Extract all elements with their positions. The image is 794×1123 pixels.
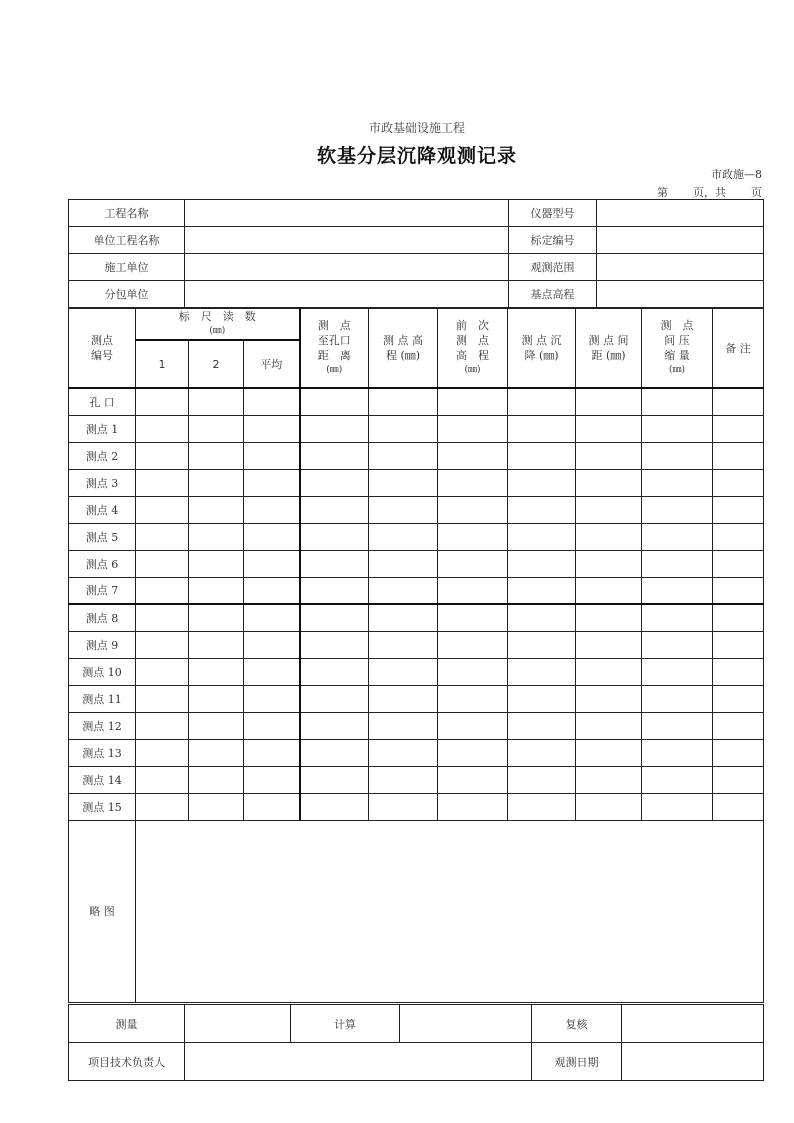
data-cell[interactable] xyxy=(576,739,642,766)
form-code: 市政施—8 xyxy=(711,168,762,181)
project-name-field[interactable] xyxy=(185,200,509,227)
data-cell[interactable] xyxy=(189,442,244,469)
table-row xyxy=(69,415,764,442)
col-reading-avg: 平均 xyxy=(244,340,300,388)
data-cell[interactable] xyxy=(438,712,508,739)
benchmark-field[interactable] xyxy=(597,281,764,308)
data-cell[interactable] xyxy=(136,388,189,415)
data-cell[interactable] xyxy=(713,685,764,712)
data-cell[interactable] xyxy=(244,739,300,766)
data-cell[interactable] xyxy=(189,793,244,820)
data-cell[interactable] xyxy=(189,685,244,712)
data-cell[interactable] xyxy=(300,766,369,793)
data-cell[interactable] xyxy=(576,658,642,685)
data-cell[interactable] xyxy=(369,658,438,685)
data-cell[interactable] xyxy=(300,793,369,820)
data-cell[interactable] xyxy=(369,793,438,820)
data-cell[interactable] xyxy=(136,415,189,442)
calibration-label: 标定编号 xyxy=(509,227,597,254)
data-cell[interactable] xyxy=(438,577,508,604)
data-cell[interactable] xyxy=(642,631,713,658)
data-cell[interactable] xyxy=(438,496,508,523)
data-cell[interactable] xyxy=(576,496,642,523)
data-cell[interactable] xyxy=(244,793,300,820)
data-cell[interactable] xyxy=(300,577,369,604)
data-cell[interactable] xyxy=(438,739,508,766)
data-cell[interactable] xyxy=(189,415,244,442)
data-cell[interactable] xyxy=(508,766,576,793)
col-spacing-line2: 距 (㎜) xyxy=(591,349,626,362)
table-row xyxy=(69,577,764,604)
data-cell[interactable] xyxy=(576,685,642,712)
data-cell[interactable] xyxy=(189,658,244,685)
page-info xyxy=(657,184,762,200)
data-cell[interactable] xyxy=(189,523,244,550)
measure-label: 测量 xyxy=(69,1005,185,1043)
data-cell[interactable] xyxy=(244,442,300,469)
data-cell[interactable] xyxy=(300,658,369,685)
row-label: 测点 6 xyxy=(69,550,136,577)
data-cell[interactable] xyxy=(508,550,576,577)
data-cell[interactable] xyxy=(136,496,189,523)
data-cell[interactable] xyxy=(713,469,764,496)
data-cell[interactable] xyxy=(189,712,244,739)
data-cell[interactable] xyxy=(300,496,369,523)
data-cell[interactable] xyxy=(438,523,508,550)
row-label: 测点 1 xyxy=(69,415,136,442)
review-label: 复核 xyxy=(532,1005,622,1043)
info-table xyxy=(68,199,764,308)
data-cell[interactable] xyxy=(508,523,576,550)
data-cell[interactable] xyxy=(300,415,369,442)
data-cell[interactable] xyxy=(508,577,576,604)
form-subtitle: 市政基础设施工程 xyxy=(368,121,465,135)
data-cell[interactable] xyxy=(642,442,713,469)
data-cell[interactable] xyxy=(369,685,438,712)
data-cell[interactable] xyxy=(713,550,764,577)
data-cell[interactable] xyxy=(244,604,300,631)
data-cell[interactable] xyxy=(713,739,764,766)
data-cell[interactable] xyxy=(713,631,764,658)
data-cell[interactable] xyxy=(300,604,369,631)
col-reading-2: 2 xyxy=(189,340,244,388)
data-cell[interactable] xyxy=(300,631,369,658)
contractor-label: 施工单位 xyxy=(69,254,185,281)
row-label: 测点 5 xyxy=(69,523,136,550)
data-cell[interactable] xyxy=(576,793,642,820)
data-cell[interactable] xyxy=(369,442,438,469)
unit-project-label: 单位工程名称 xyxy=(69,227,185,254)
col-reading-unit: (㎜) xyxy=(209,326,226,336)
col-distance-line3: 距 离 xyxy=(317,349,351,362)
data-cell[interactable] xyxy=(642,739,713,766)
observation-rows xyxy=(69,388,764,820)
col-point-no-line1: 测点 xyxy=(91,334,113,347)
data-cell[interactable] xyxy=(576,442,642,469)
form-title: 软基分层沉降观测记录 xyxy=(316,145,517,167)
page-suffix: 页 xyxy=(751,186,762,199)
data-cell[interactable] xyxy=(136,604,189,631)
col-settlement-line1: 测 点 沉 xyxy=(521,334,562,347)
data-cell[interactable] xyxy=(642,415,713,442)
col-reading-title: 标 尺 读 数 xyxy=(178,310,256,323)
data-cell[interactable] xyxy=(713,388,764,415)
data-cell[interactable] xyxy=(642,523,713,550)
row-label: 测点 12 xyxy=(69,712,136,739)
data-cell[interactable] xyxy=(508,739,576,766)
data-cell[interactable] xyxy=(438,415,508,442)
col-prev-line1: 前 次 xyxy=(456,319,490,332)
data-cell[interactable] xyxy=(189,388,244,415)
table-row xyxy=(69,631,764,658)
data-cell[interactable] xyxy=(713,577,764,604)
instrument-label: 仪器型号 xyxy=(509,200,597,227)
table-row xyxy=(69,604,764,631)
row-label: 测点 13 xyxy=(69,739,136,766)
col-compression-line2: 间 压 xyxy=(664,334,690,347)
table-row xyxy=(69,793,764,820)
row-label: 测点 15 xyxy=(69,793,136,820)
signature-table xyxy=(68,1004,764,1081)
data-cell[interactable] xyxy=(438,442,508,469)
data-cell[interactable] xyxy=(508,793,576,820)
data-cell[interactable] xyxy=(508,442,576,469)
data-cell[interactable] xyxy=(576,415,642,442)
col-elevation-line1: 测 点 高 xyxy=(383,334,424,347)
range-label: 观测范围 xyxy=(509,254,597,281)
data-cell[interactable] xyxy=(300,523,369,550)
table-row xyxy=(69,388,764,415)
data-cell[interactable] xyxy=(136,739,189,766)
data-cell[interactable] xyxy=(369,496,438,523)
data-cell[interactable] xyxy=(508,712,576,739)
data-cell[interactable] xyxy=(300,469,369,496)
data-cell[interactable] xyxy=(244,388,300,415)
data-cell[interactable] xyxy=(136,658,189,685)
calc-label: 计算 xyxy=(291,1005,400,1043)
data-cell[interactable] xyxy=(369,388,438,415)
calibration-field[interactable] xyxy=(597,227,764,254)
data-cell[interactable] xyxy=(136,442,189,469)
data-cell[interactable] xyxy=(244,523,300,550)
data-cell[interactable] xyxy=(136,712,189,739)
data-cell[interactable] xyxy=(369,550,438,577)
data-cell[interactable] xyxy=(713,766,764,793)
data-cell[interactable] xyxy=(508,415,576,442)
sketch-area[interactable] xyxy=(136,820,764,1002)
obs-date-field[interactable] xyxy=(622,1043,764,1081)
data-cell[interactable] xyxy=(136,469,189,496)
data-cell[interactable] xyxy=(713,496,764,523)
row-label: 测点 14 xyxy=(69,766,136,793)
data-cell[interactable] xyxy=(508,388,576,415)
row-label: 孔 口 xyxy=(69,388,136,415)
data-cell[interactable] xyxy=(576,631,642,658)
data-cell[interactable] xyxy=(300,712,369,739)
data-cell[interactable] xyxy=(713,442,764,469)
table-row xyxy=(69,766,764,793)
obs-date-label: 观测日期 xyxy=(532,1043,622,1081)
data-cell[interactable] xyxy=(189,766,244,793)
row-label: 测点 3 xyxy=(69,469,136,496)
table-row xyxy=(69,523,764,550)
col-reading-1: 1 xyxy=(136,340,189,388)
data-cell[interactable] xyxy=(369,631,438,658)
data-cell[interactable] xyxy=(713,793,764,820)
calc-field[interactable] xyxy=(400,1005,532,1043)
data-cell[interactable] xyxy=(244,658,300,685)
data-cell[interactable] xyxy=(642,766,713,793)
row-label: 测点 2 xyxy=(69,442,136,469)
table-row xyxy=(69,739,764,766)
col-elevation xyxy=(369,309,438,389)
data-cell[interactable] xyxy=(244,550,300,577)
review-field[interactable] xyxy=(622,1005,764,1043)
data-cell[interactable] xyxy=(244,712,300,739)
data-cell[interactable] xyxy=(642,469,713,496)
col-remarks: 备 注 xyxy=(713,309,764,389)
data-cell[interactable] xyxy=(244,469,300,496)
col-distance-line2: 至孔口 xyxy=(317,334,351,347)
data-cell[interactable] xyxy=(136,631,189,658)
data-cell[interactable] xyxy=(438,604,508,631)
col-point-no-line2: 编号 xyxy=(91,349,113,362)
data-cell[interactable] xyxy=(642,658,713,685)
row-label: 测点 11 xyxy=(69,685,136,712)
data-cell[interactable] xyxy=(300,739,369,766)
col-compression xyxy=(642,309,713,389)
data-cell[interactable] xyxy=(576,766,642,793)
data-cell[interactable] xyxy=(508,604,576,631)
tech-lead-field[interactable] xyxy=(185,1043,532,1081)
data-cell[interactable] xyxy=(300,550,369,577)
data-cell[interactable] xyxy=(508,469,576,496)
data-cell[interactable] xyxy=(576,469,642,496)
data-cell[interactable] xyxy=(576,550,642,577)
data-cell[interactable] xyxy=(369,469,438,496)
data-cell[interactable] xyxy=(369,415,438,442)
col-elevation-line2: 程 (㎜) xyxy=(385,349,421,362)
data-cell[interactable] xyxy=(713,415,764,442)
data-cell[interactable] xyxy=(642,550,713,577)
data-cell[interactable] xyxy=(369,577,438,604)
col-compression-line1: 测 点 xyxy=(660,319,694,332)
data-cell[interactable] xyxy=(576,712,642,739)
data-cell[interactable] xyxy=(438,766,508,793)
instrument-field[interactable] xyxy=(597,200,764,227)
col-point-no xyxy=(69,309,136,389)
data-cell[interactable] xyxy=(244,766,300,793)
col-distance xyxy=(300,309,369,389)
data-cell[interactable] xyxy=(136,685,189,712)
data-cell[interactable] xyxy=(244,496,300,523)
observation-table xyxy=(68,308,764,1003)
data-cell[interactable] xyxy=(576,523,642,550)
col-prev-line3: 高 程 xyxy=(456,349,490,362)
data-cell[interactable] xyxy=(438,658,508,685)
range-field[interactable] xyxy=(597,254,764,281)
data-cell[interactable] xyxy=(508,685,576,712)
sketch-label: 略 图 xyxy=(69,820,136,1002)
measure-field[interactable] xyxy=(185,1005,291,1043)
data-cell[interactable] xyxy=(300,442,369,469)
data-cell[interactable] xyxy=(369,712,438,739)
data-cell[interactable] xyxy=(438,469,508,496)
benchmark-label: 基点高程 xyxy=(509,281,597,308)
data-cell[interactable] xyxy=(642,685,713,712)
data-cell[interactable] xyxy=(438,388,508,415)
data-cell[interactable] xyxy=(189,739,244,766)
page-prefix: 第 xyxy=(657,186,668,199)
col-distance-line1: 测 点 xyxy=(317,319,351,332)
col-compression-line3: 缩 量 xyxy=(664,349,690,362)
data-cell[interactable] xyxy=(136,577,189,604)
contractor-field[interactable] xyxy=(185,254,509,281)
data-cell[interactable] xyxy=(136,793,189,820)
data-cell[interactable] xyxy=(369,739,438,766)
data-cell[interactable] xyxy=(369,604,438,631)
data-cell[interactable] xyxy=(189,631,244,658)
data-cell[interactable] xyxy=(642,388,713,415)
col-settlement xyxy=(508,309,576,389)
col-spacing xyxy=(576,309,642,389)
data-cell[interactable] xyxy=(642,712,713,739)
row-label: 测点 7 xyxy=(69,577,136,604)
data-cell[interactable] xyxy=(713,658,764,685)
data-cell[interactable] xyxy=(713,712,764,739)
data-cell[interactable] xyxy=(189,496,244,523)
data-cell[interactable] xyxy=(508,631,576,658)
data-cell[interactable] xyxy=(438,550,508,577)
col-spacing-line1: 测 点 间 xyxy=(588,334,629,347)
row-label: 测点 4 xyxy=(69,496,136,523)
data-cell[interactable] xyxy=(136,523,189,550)
data-cell[interactable] xyxy=(189,604,244,631)
col-prev-unit: (㎜) xyxy=(464,365,481,375)
data-cell[interactable] xyxy=(189,550,244,577)
data-cell[interactable] xyxy=(508,658,576,685)
table-row xyxy=(69,685,764,712)
table-row xyxy=(69,550,764,577)
row-label: 测点 10 xyxy=(69,658,136,685)
data-cell[interactable] xyxy=(508,496,576,523)
page-mid: 页，共 xyxy=(693,186,726,199)
data-cell[interactable] xyxy=(189,469,244,496)
data-cell[interactable] xyxy=(438,685,508,712)
data-cell[interactable] xyxy=(713,523,764,550)
unit-project-field[interactable] xyxy=(185,227,509,254)
data-cell[interactable] xyxy=(300,388,369,415)
data-cell[interactable] xyxy=(642,496,713,523)
table-row xyxy=(69,469,764,496)
col-compression-unit: (㎜) xyxy=(669,365,686,375)
row-label: 测点 9 xyxy=(69,631,136,658)
data-cell[interactable] xyxy=(713,604,764,631)
data-cell[interactable] xyxy=(244,631,300,658)
project-name-label: 工程名称 xyxy=(69,200,185,227)
data-cell[interactable] xyxy=(300,685,369,712)
col-reading-group xyxy=(136,309,300,341)
col-settlement-line2: 降 (㎜) xyxy=(524,349,559,362)
data-cell[interactable] xyxy=(189,577,244,604)
data-cell[interactable] xyxy=(438,793,508,820)
table-row xyxy=(69,658,764,685)
data-cell[interactable] xyxy=(576,577,642,604)
data-cell[interactable] xyxy=(642,793,713,820)
data-cell[interactable] xyxy=(136,550,189,577)
data-cell[interactable] xyxy=(576,388,642,415)
data-cell[interactable] xyxy=(642,604,713,631)
tech-lead-label: 项目技术负责人 xyxy=(69,1043,185,1081)
data-cell[interactable] xyxy=(369,523,438,550)
col-distance-unit: (㎜) xyxy=(326,365,343,375)
data-cell[interactable] xyxy=(576,604,642,631)
data-cell[interactable] xyxy=(244,577,300,604)
table-row xyxy=(69,442,764,469)
row-label: 测点 8 xyxy=(69,604,136,631)
data-cell[interactable] xyxy=(369,766,438,793)
data-cell[interactable] xyxy=(244,685,300,712)
subcontractor-field[interactable] xyxy=(185,281,509,308)
data-cell[interactable] xyxy=(642,577,713,604)
data-cell[interactable] xyxy=(244,415,300,442)
col-prev-line2: 测 点 xyxy=(456,334,490,347)
table-row xyxy=(69,712,764,739)
table-row xyxy=(69,496,764,523)
data-cell[interactable] xyxy=(136,766,189,793)
data-cell[interactable] xyxy=(438,631,508,658)
col-prev-elevation xyxy=(438,309,508,389)
subcontractor-label: 分包单位 xyxy=(69,281,185,308)
